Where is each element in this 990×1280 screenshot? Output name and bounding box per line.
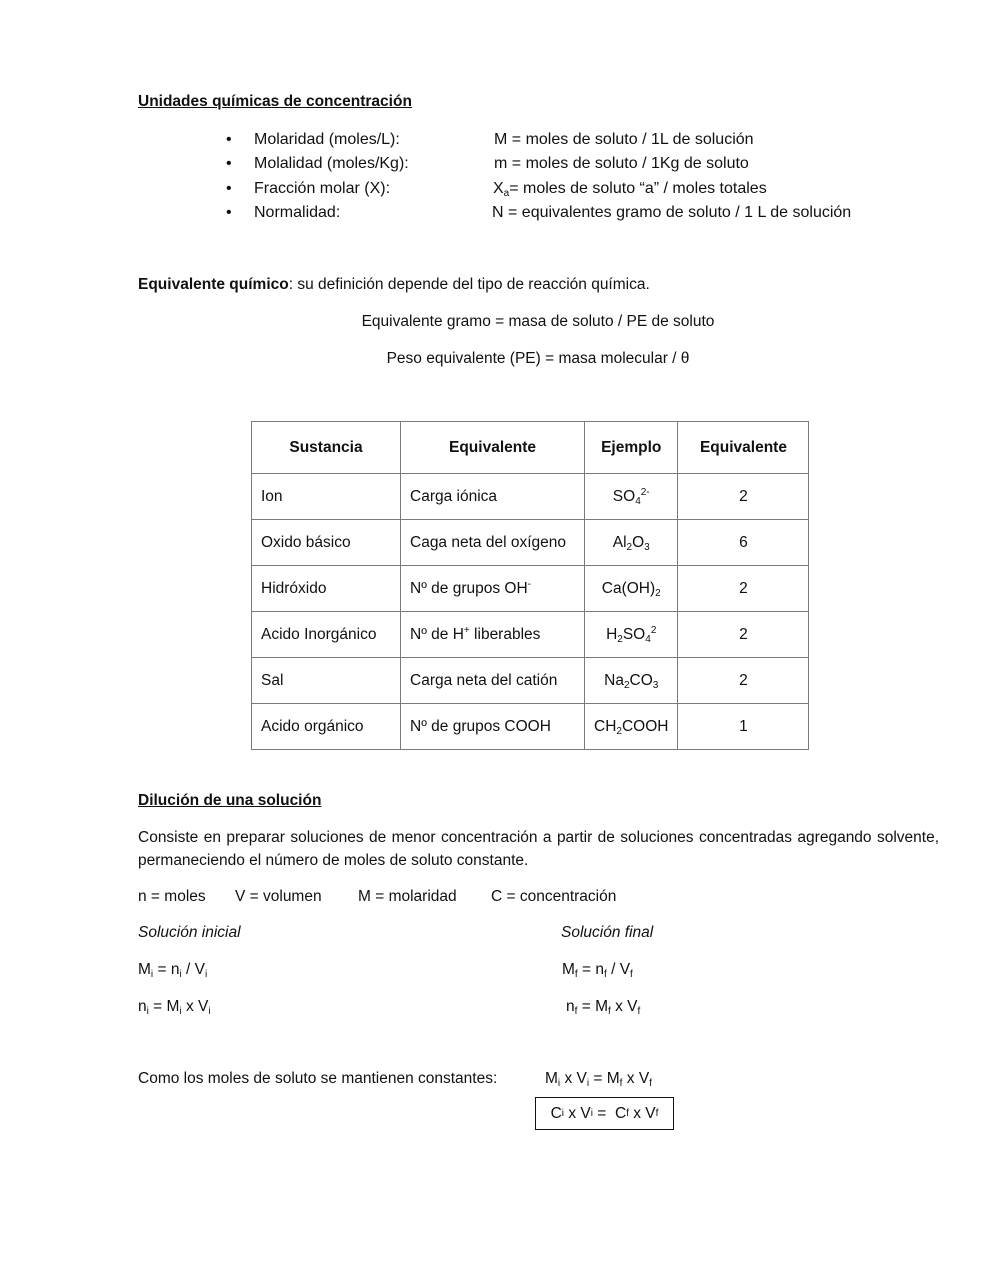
cell-equivalente: Nº de grupos COOH [401, 704, 585, 750]
eq-sub: f [630, 969, 633, 980]
initial-moles-eq [138, 997, 211, 1017]
eq-sub: i [204, 969, 208, 980]
unit-formula: M = moles de soluto / 1L de solución [494, 131, 754, 148]
eq-sub: i [146, 1006, 149, 1017]
eq-sub: i [179, 1006, 182, 1017]
unit-formula: N = equivalentes gramo de soluto / 1 L de solución [492, 204, 852, 221]
unit-formula: m = moles de soluto / 1Kg de soluto [494, 155, 749, 172]
table-row [252, 612, 809, 658]
formula-subscript: 2 [623, 679, 630, 691]
unit-label: Molaridad (moles/L): [254, 131, 400, 148]
cell-sustancia: Acido Inorgánico [252, 612, 401, 658]
superscript: + [463, 624, 470, 636]
eq-sub: i [150, 969, 154, 980]
formula-part: COOH [621, 717, 669, 735]
eq-part: x V [610, 998, 638, 1015]
header-valor: Equivalente [678, 422, 809, 474]
formula-subscript: 2 [626, 541, 633, 553]
header-ejemplo: Ejemplo [585, 422, 678, 474]
formula-subscript: a [503, 188, 510, 199]
text-part: Nº de H [410, 625, 464, 643]
eq-sub: f [637, 1006, 641, 1017]
cell-valor: 2 [678, 658, 809, 704]
cell-equivalente: Carga iónica [401, 474, 585, 520]
eq-part: / V [181, 961, 205, 978]
cell-equivalente: Caga neta del oxígeno [401, 520, 585, 566]
cell-sustancia: Ion [252, 474, 401, 520]
formula-part: O [632, 533, 645, 551]
bullet-icon: • [226, 131, 232, 148]
boxed-dilution-formula: C i x V i = C f x V f [535, 1097, 674, 1130]
initial-solution-heading: Solución inicial [138, 924, 241, 941]
cell-ejemplo [585, 566, 678, 612]
cell-equivalente [401, 612, 585, 658]
formula-part: SO [622, 625, 646, 643]
superscript: - [527, 578, 532, 590]
legend-c: C = concentración [491, 888, 617, 905]
formula-subscript: 2 [616, 725, 622, 737]
section-title-dilution: Dilución de una solución [138, 792, 322, 809]
term-bold: Equivalente químico [138, 276, 289, 293]
eq-part: M [545, 1070, 558, 1087]
formula-part: X [493, 180, 504, 197]
cell-valor: 2 [678, 474, 809, 520]
legend-m: M = molaridad [358, 888, 457, 905]
eq-part: = C [592, 1104, 627, 1122]
cell-ejemplo [585, 658, 678, 704]
unit-label: Fracción molar (X): [254, 180, 391, 197]
eq-part: M [562, 961, 575, 978]
formula-equivalent-gram: Equivalente gramo = masa de soluto / PE de soluto [361, 313, 715, 330]
cell-ejemplo [585, 520, 678, 566]
formula-part: CO [629, 671, 653, 689]
eq-part: n [566, 998, 575, 1015]
table-row [252, 474, 809, 520]
formula-subscript: 4 [645, 633, 651, 645]
formula-part: = moles de soluto “a” / moles totales [509, 180, 767, 197]
conclusion-text: Como los moles de soluto se mantienen constantes: [138, 1070, 498, 1087]
eq-sub: i [586, 1078, 590, 1089]
final-moles-eq [566, 997, 640, 1017]
text-part: liberables [469, 625, 541, 643]
unit-label: Normalidad: [254, 204, 341, 221]
eq-sub: f [574, 969, 578, 980]
eq-part: x V [628, 1104, 656, 1122]
final-molarity-eq [562, 960, 633, 980]
cell-valor: 1 [678, 704, 809, 750]
cell-ejemplo [585, 612, 678, 658]
table-row [252, 520, 809, 566]
formula-subscript: 2 [617, 633, 623, 645]
equivalents-table [251, 421, 809, 750]
bullet-icon: • [226, 204, 232, 221]
eq-sub: f [604, 969, 607, 980]
formula-equivalent-weight: Peso equivalente (PE) = masa molecular / θ [386, 350, 690, 367]
definition-text: : su definición depende del tipo de reacción química. [288, 276, 650, 293]
eq-part: = n [153, 961, 180, 978]
eq-part: = M [589, 1070, 620, 1087]
eq-part: x V [622, 1070, 650, 1087]
eq-sub: i [208, 1006, 211, 1017]
eq-part: = n [577, 961, 604, 978]
eq-sub: f [574, 1006, 578, 1017]
formula-part: Ca(OH) [601, 579, 656, 597]
cell-sustancia: Sal [252, 658, 401, 704]
formula-subscript: 2 [655, 587, 661, 599]
cell-equivalente [401, 566, 585, 612]
eq-sub: f [649, 1078, 652, 1089]
header-equivalente: Equivalente [401, 422, 585, 474]
bullet-icon: • [226, 180, 232, 197]
eq-part: M [138, 961, 151, 978]
formula-superscript: 2- [640, 486, 650, 498]
legend-v: V = volumen [235, 888, 322, 905]
eq-sub: i [179, 969, 182, 980]
eq-part: / V [606, 961, 631, 978]
unit-label: Molalidad (moles/Kg): [254, 155, 409, 172]
eq-sub: f [619, 1078, 623, 1089]
formula-superscript: 2 [650, 624, 657, 636]
formula-subscript: 3 [644, 541, 650, 553]
eq-part: x V [560, 1070, 587, 1087]
table-header-row [252, 422, 809, 474]
cell-valor: 6 [678, 520, 809, 566]
eq-part: = M [148, 998, 180, 1015]
eq-part: n [138, 998, 147, 1015]
legend-n: n = moles [138, 888, 206, 905]
section-title-units: Unidades químicas de concentración [138, 93, 412, 110]
cell-valor: 2 [678, 612, 809, 658]
eq-part: C [550, 1104, 562, 1122]
equivalent-definition [138, 275, 650, 295]
bullet-icon: • [226, 155, 232, 172]
eq-part: = M [577, 998, 608, 1015]
cell-ejemplo [585, 704, 678, 750]
formula-part: CH [594, 717, 617, 735]
text-part: Nº de grupos OH [410, 579, 528, 597]
cell-ejemplo [585, 474, 678, 520]
cell-sustancia: Acido orgánico [252, 704, 401, 750]
eq-part: x V [181, 998, 209, 1015]
final-solution-heading: Solución final [561, 924, 654, 941]
unit-formula [493, 179, 767, 199]
formula-part: SO [612, 487, 636, 505]
table-row [252, 566, 809, 612]
formula-subscript: 4 [635, 495, 641, 507]
cell-sustancia: Oxido básico [252, 520, 401, 566]
constant-moles-eq [545, 1069, 652, 1089]
eq-part: x V [564, 1104, 591, 1122]
initial-molarity-eq [138, 960, 207, 980]
formula-part: Al [612, 533, 627, 551]
formula-part: Na [604, 671, 624, 689]
cell-valor: 2 [678, 566, 809, 612]
cell-equivalente: Carga neta del catión [401, 658, 585, 704]
eq-sub: f [607, 1006, 611, 1017]
formula-subscript: 3 [652, 679, 659, 691]
eq-sub: i [557, 1078, 561, 1089]
table-row [252, 704, 809, 750]
dilution-paragraph: Consiste en preparar soluciones de menor concentración a partir de soluciones concentradas agregando solvente, permaneciendo el número de moles de soluto constante. [138, 829, 939, 869]
cell-sustancia: Hidróxido [252, 566, 401, 612]
formula-part: H [606, 625, 618, 643]
header-sustancia: Sustancia [252, 422, 401, 474]
table-row [252, 658, 809, 704]
